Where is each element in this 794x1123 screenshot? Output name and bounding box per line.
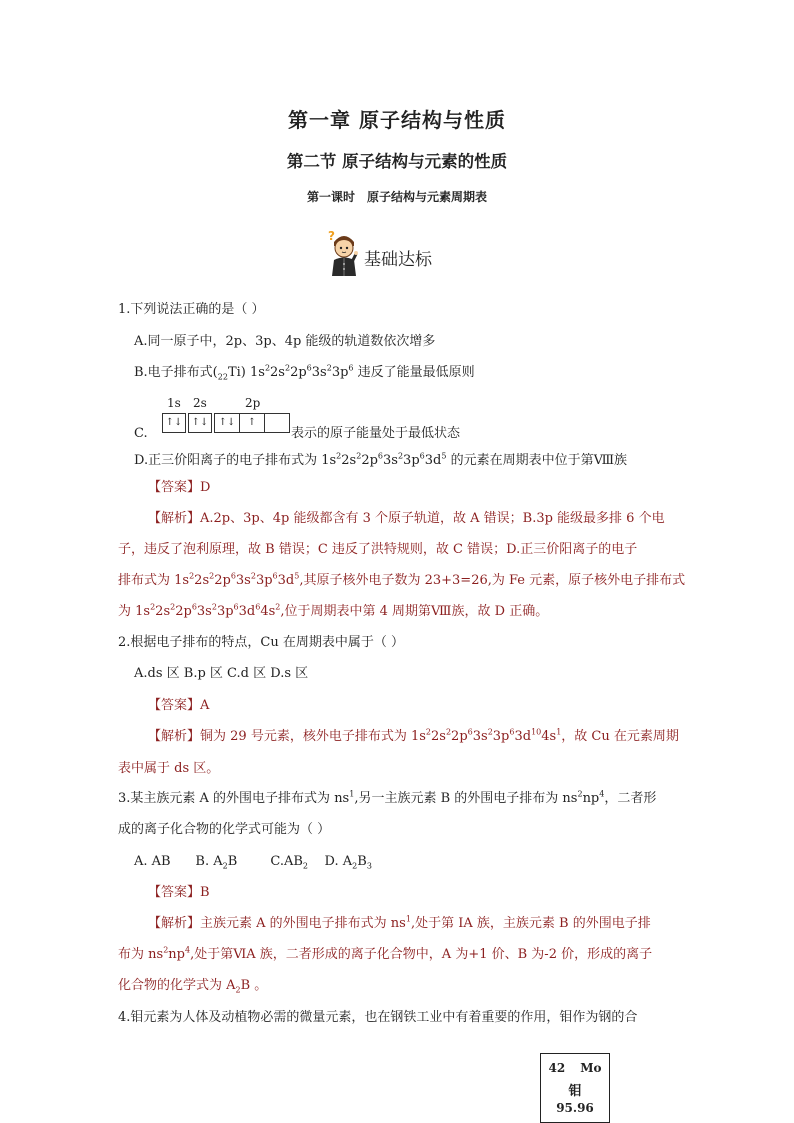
q1-option-d: D.正三价阳离子的电子排布式为 $1s^22s^22p^63s^23p^63d^5$ 的元素在周期表中位于第Ⅷ族 bbox=[134, 451, 628, 468]
thinking-boy-icon bbox=[326, 228, 362, 276]
orbital-label-1s: 1s bbox=[167, 396, 181, 410]
q2-stem: 2.根据电子排布的特点，Cu 在周期表中属于（ ） bbox=[118, 635, 404, 650]
q1-option-b: B.电子排布式$(_{22}Ti)$ $1s^22s^22p^63s^23p^6$ 违反了能量最低原则 bbox=[134, 363, 475, 382]
q3-stem-line-2: 成的离子化合物的化学式可能为（ ） bbox=[118, 822, 331, 837]
q1-option-a: A.同一原子中，2p、3p、4p 能级的轨道数依次增多 bbox=[134, 334, 436, 349]
element-name: 钼 bbox=[568, 1084, 582, 1099]
badge-label: 基础达标 bbox=[364, 250, 432, 270]
orbital-box-2s: ↑↓ bbox=[188, 413, 212, 433]
q2-analysis-line-2: 表中属于 ds 区。 bbox=[118, 761, 220, 776]
q3-answer: 【答案】B bbox=[148, 885, 210, 900]
orbital-box-2p-2: ↑ bbox=[239, 413, 265, 433]
q4-stem: 4.钼元素为人体及动植物必需的微量元素，也在钢铁工业中有着重要的作用，钼作为钢的合 bbox=[118, 1010, 638, 1025]
orbital-label-2s: 2s bbox=[193, 396, 207, 410]
element-symbol: Mo bbox=[580, 1061, 602, 1075]
orbital-box-1s: ↑↓ bbox=[162, 413, 186, 433]
q3-analysis-line-1: 【解析】主族元素 A 的外围电子排布式为 $ns^1$,处于第 IA 族，主族元素 B 的外围电子排 bbox=[148, 914, 651, 931]
element-atomic-number: 42 bbox=[548, 1061, 566, 1075]
section-title: 第二节 原子结构与元素的性质 bbox=[286, 152, 508, 171]
q2-options: A.ds 区 B.p 区 C.d 区 D.s 区 bbox=[134, 666, 309, 681]
chapter-title: 第一章 原子结构与性质 bbox=[288, 108, 506, 132]
q2-answer: 【答案】A bbox=[148, 698, 210, 713]
q3-analysis-line-3: 化合物的化学式为 $A_2B$ 。 bbox=[118, 978, 268, 995]
q1-analysis-line-1: 【解析】A.2p、3p、4p 能级都含有 3 个原子轨道，故 A 错误；B.3p 能级最多排 6 个电 bbox=[148, 511, 665, 526]
element-mass: 95.96 bbox=[556, 1101, 594, 1115]
q1-option-c-text: 表示的原子能量处于最低状态 bbox=[291, 426, 461, 441]
q1-analysis-line-3: 排布式为 $1s^22s^22p^63s^23p^63d^5$,其原子核外电子数为 23+3=26,为 Fe 元素，原子核外电子排布式 bbox=[118, 571, 686, 588]
q1-stem: 1.下列说法正确的是（ ） bbox=[118, 302, 265, 317]
q3-analysis-line-2: 布为 $ns^2np^4$,处于第ⅥA 族，二者形成的离子化合物中，A 为+1 价、B 为-2 价，形成的离子 bbox=[118, 945, 653, 962]
q1-option-c-label: C. bbox=[134, 426, 148, 441]
section-badge bbox=[326, 226, 432, 276]
svg-text:?: ? bbox=[328, 229, 335, 243]
orbital-box-2p-3 bbox=[264, 413, 290, 433]
lesson-number: 第一课时 bbox=[306, 190, 355, 204]
q1-analysis-line-4: 为 $1s^22s^22p^63s^23p^63d^64s^2$,位于周期表中第 4 周期第Ⅷ族，故 D 正确。 bbox=[118, 602, 549, 619]
q1-answer: 【答案】D bbox=[148, 480, 211, 495]
lesson-title bbox=[0, 188, 794, 205]
q3-options: A. AB B. $A_2B$ $C.AB_2$ D. $A_2B_3$ bbox=[134, 854, 372, 871]
element-card-molybdenum bbox=[540, 1053, 610, 1123]
q1-analysis-line-2: 子，违反了泡利原理，故 B 错误；C 违反了洪特规则，故 C 错误；D.正三价阳离子的电子 bbox=[118, 542, 638, 557]
orbital-box-2p-1: ↑↓ bbox=[214, 413, 240, 433]
lesson-topic: 原子结构与元素周期表 bbox=[367, 190, 488, 204]
orbital-label-2p: 2p bbox=[245, 396, 261, 410]
q2-analysis-line-1: 【解析】铜为 29 号元素，核外电子排布式为 $1s^22s^22p^63s^23p^63d^{10}4s^1$，故 Cu 在元素周期 bbox=[148, 727, 679, 744]
q3-stem-line-1: 3.某主族元素 A 的外围电子排布式为 $ns^1$,另一主族元素 B 的外围电子排布为 $ns^2np^4$，二者形 bbox=[118, 789, 657, 806]
